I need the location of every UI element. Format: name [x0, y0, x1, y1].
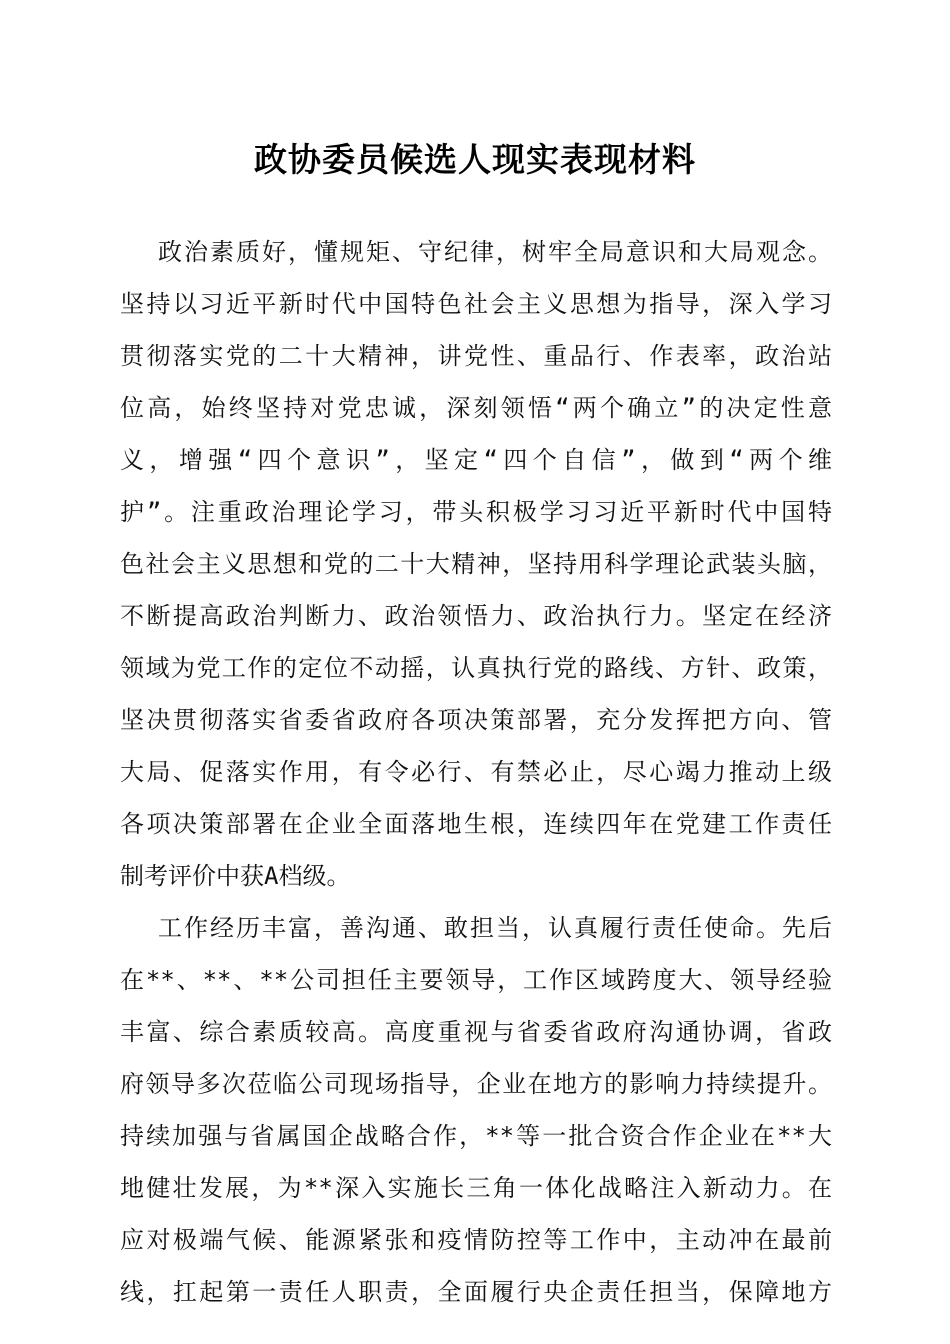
text-line: 护”。注重政治理论学习，带头积极学习习近平新时代中国特 [120, 498, 832, 526]
text-line: 工作经历丰富，善沟通、敢担当，认真履行责任使命。先后 [158, 914, 832, 942]
text-line: 地健壮发展，为**深入实施长三角一体化战略注入新动力。在 [120, 1174, 832, 1202]
text-line: 政治素质好，懂规矩、守纪律，树牢全局意识和大局观念。 [158, 238, 832, 266]
text-line: 制考评价中获A档级。 [120, 862, 351, 890]
text-line: 不断提高政治判断力、政治领悟力、政治执行力。坚定在经济 [120, 602, 832, 630]
document-body [120, 226, 832, 1318]
text-line: 持续加强与省属国企战略合作，**等一批合资合作企业在**大 [120, 1122, 832, 1150]
text-line: 色社会主义思想和党的二十大精神，坚持用科学理论武装头脑， [120, 550, 832, 578]
paragraph-political-quality [120, 226, 832, 902]
text-line: 义，增强“四个意识”，坚定“四个自信”，做到“两个维 [120, 446, 832, 474]
text-line: 在**、**、**公司担任主要领导，工作区域跨度大、领导经验 [120, 966, 832, 994]
text-line: 坚决贯彻落实省委省政府各项决策部署，充分发挥把方向、管 [120, 706, 832, 734]
text-line: 坚持以习近平新时代中国特色社会主义思想为指导，深入学习 [120, 290, 832, 318]
text-line: 线，扛起第一责任人职责，全面履行央企责任担当，保障地方 [120, 1278, 832, 1306]
text-line: 应对极端气候、能源紧张和疫情防控等工作中，主动冲在最前 [120, 1226, 832, 1254]
text-line: 领域为党工作的定位不动摇，认真执行党的路线、方针、政策， [120, 654, 832, 682]
text-line: 府领导多次莅临公司现场指导，企业在地方的影响力持续提升。 [120, 1070, 832, 1098]
text-line: 大局、促落实作用，有令必行、有禁必止，尽心竭力推动上级 [120, 758, 832, 786]
document-title: 政协委员候选人现实表现材料 [254, 140, 696, 179]
text-line: 各项决策部署在企业全面落地生根，连续四年在党建工作责任 [120, 810, 832, 838]
text-line: 贯彻落实党的二十大精神，讲党性、重品行、作表率，政治站 [120, 342, 832, 370]
text-line: 位高，始终坚持对党忠诚，深刻领悟“两个确立”的决定性意 [120, 394, 832, 422]
text-line: 丰富、综合素质较高。高度重视与省委省政府沟通协调，省政 [120, 1018, 832, 1046]
paragraph-work-experience [120, 902, 832, 1318]
